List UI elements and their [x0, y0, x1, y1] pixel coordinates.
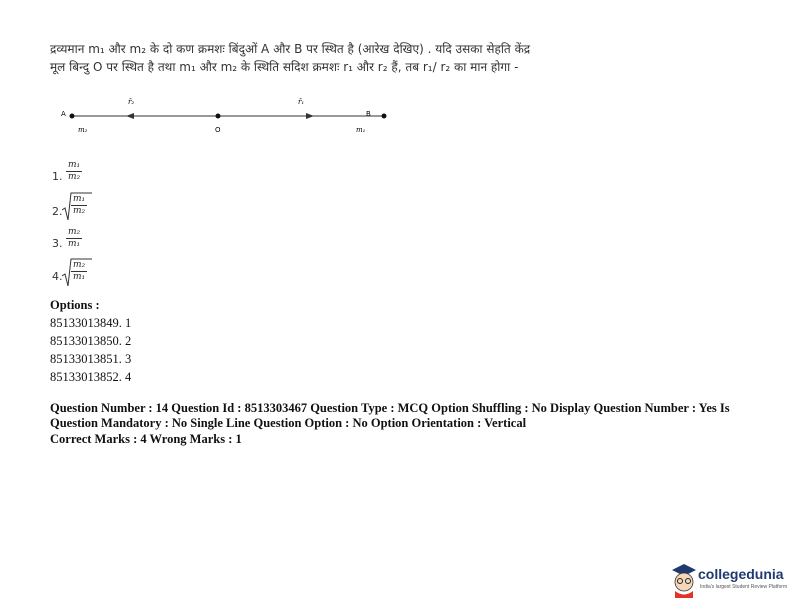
option-id-2: 85133013850. 2 [50, 334, 132, 348]
choice-3-number: 3. [52, 237, 63, 250]
choice-1-fraction [66, 160, 82, 183]
choice-3-fraction [66, 227, 82, 250]
logo-wordmark: collegedunia [698, 566, 784, 582]
choice-1-numerator: m₁ [68, 160, 81, 170]
label-r1: r̄₁ [298, 98, 305, 106]
question-meta-line-1: Question Number : 14 Question Id : 8513303467 Question Type : MCQ Option Shuffling : No Display Question Number : Yes Is [50, 401, 730, 415]
arrow-r2 [126, 113, 134, 119]
collegedunia-logo [670, 560, 788, 600]
point-a [70, 114, 75, 119]
choice-2-denominator: m₂ [73, 206, 86, 216]
question-text-line-1: द्रव्यमान m₁ और m₂ के दो कण क्रमशः बिंदुओं A और B पर स्थित है (आरेख देखिए) . यदि उसका सेहति केंद्र [50, 42, 531, 56]
point-b [382, 114, 387, 119]
choice-4-numerator: m₂ [73, 260, 86, 270]
options-heading: Options : [50, 298, 100, 312]
label-r2: r̄₂ [128, 98, 135, 106]
choice-2-number: 2. [52, 205, 63, 218]
arrow-r1 [306, 113, 314, 119]
choice-2-sqrt [62, 192, 92, 222]
choice-1-number: 1. [52, 170, 63, 183]
choice-4-sqrt [62, 258, 92, 288]
choice-3-denominator: m₁ [68, 239, 81, 249]
choice-2-numerator: m₁ [73, 194, 86, 204]
position-diagram [58, 92, 388, 142]
label-b: B [366, 110, 371, 118]
option-id-1: 85133013849. 1 [50, 316, 132, 330]
question-text-line-2: मूल बिन्दु O पर स्थित है तथा m₁ और m₂ के स्थिति सदिश क्रमशः r₁ और r₂ हैं, तब r₁/ r₂ का मान होगा - [50, 60, 519, 74]
option-id-3: 85133013851. 3 [50, 352, 132, 366]
label-m1: m₁ [356, 126, 366, 134]
choice-4-number: 4. [52, 270, 63, 283]
label-a: A [61, 110, 66, 118]
question-meta-line-2: Question Mandatory : No Single Line Question Option : No Option Orientation : Vertical [50, 416, 527, 430]
point-o [216, 114, 221, 119]
choice-4-denominator: m₁ [73, 272, 86, 282]
label-o: O [215, 126, 221, 134]
graduate-mascot-icon [670, 562, 698, 598]
question-meta-line-3: Correct Marks : 4 Wrong Marks : 1 [50, 432, 242, 446]
choice-4-fraction [71, 260, 87, 283]
option-id-4: 85133013852. 4 [50, 370, 132, 384]
choice-2-fraction [71, 194, 87, 217]
choice-1-denominator: m₂ [68, 172, 81, 182]
label-m2: m₂ [78, 126, 88, 134]
choice-3-numerator: m₂ [68, 227, 81, 237]
logo-tagline: India's largest Student Review Platform [700, 584, 788, 590]
